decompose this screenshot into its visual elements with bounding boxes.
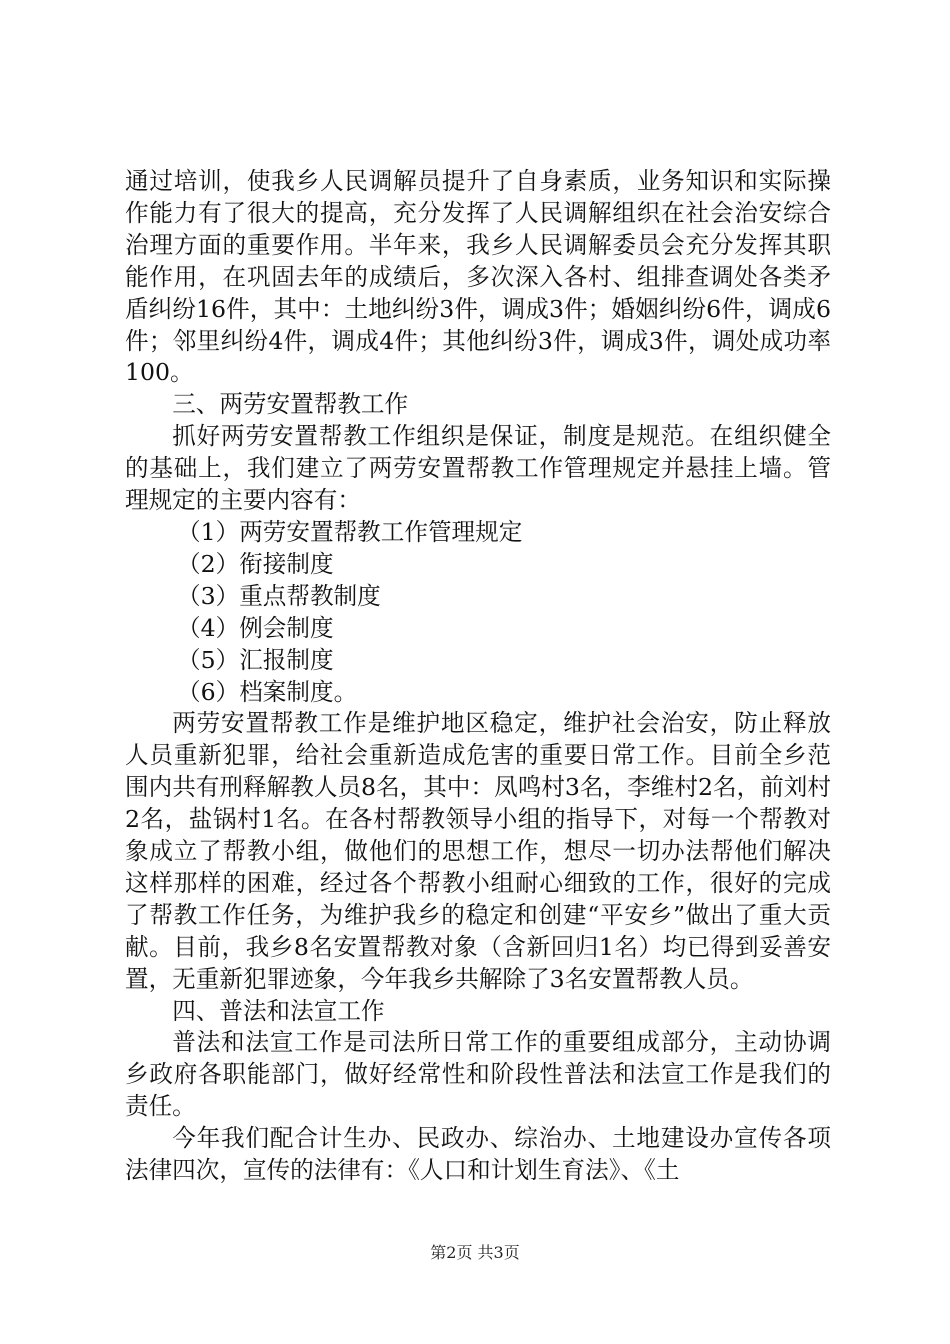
document-body <box>125 166 831 1187</box>
heading-section-four: 四、普法和法宣工作 <box>172 996 385 1025</box>
heading-section-three: 三、两劳安置帮教工作 <box>172 390 409 419</box>
list-item: （5）汇报制度 <box>177 645 334 674</box>
paragraph-legal-education: 普法和法宣工作是司法所日常工作的重要组成部分，主动协调乡政府各职能部门，做好经常性和阶段性普法和法宣工作是我们的责任。 <box>125 1028 831 1121</box>
list-item: （4）例会制度 <box>177 613 334 642</box>
list-item: （2）衔接制度 <box>177 549 334 578</box>
paragraph-law-promotion: 今年我们配合计生办、民政办、综治办、土地建设办宣传各项法律四次，宣传的法律有：《人口和计划生育法》、《土 <box>125 1124 831 1185</box>
list-item: （6）档案制度。 <box>177 677 358 706</box>
paragraph-assistance-work: 两劳安置帮教工作是维护地区稳定，维护社会治安，防止释放人员重新犯罪，给社会重新造成危害的重要日常工作。目前全乡范围内共有刑释解教人员8名，其中：凤鸣村3名，李维村2名，前刘村2名，盐锅村1名。在各村帮教领导小组的指导下，对每一个帮教对象成立了帮教小组，做他们的思想工作，想尽一切办法帮他们解决这样那样的困难，经过各个帮教小组耐心细致的工作，很好的完成了帮教工作任务，为维护我乡的稳定和创建“平安乡”做出了重大贡献。目前，我乡8名安置帮教对象（含新回归1名）均已得到妥善安置，无重新犯罪迹象，今年我乡共解除了3名安置帮教人员。 <box>125 709 831 993</box>
list-item: （3）重点帮教制度 <box>177 581 381 610</box>
list-item: （1）两劳安置帮教工作管理规定 <box>177 517 523 546</box>
page-number-footer: 第2页 共3页 <box>430 1243 520 1262</box>
paragraph-rules-intro: 抓好两劳安置帮教工作组织是保证，制度是规范。在组织健全的基础上，我们建立了两劳安置帮教工作管理规定并悬挂上墙。管理规定的主要内容有： <box>125 422 831 515</box>
paragraph-mediation-summary: 通过培训，使我乡人民调解员提升了自身素质，业务知识和实际操作能力有了很大的提高，充分发挥了人民调解组织在社会治安综合治理方面的重要作用。半年来，我乡人民调解委员会充分发挥其职能作用，在巩固去年的成绩后，多次深入各村、组排查调处各类矛盾纠纷16件，其中：土地纠纷3件，调成3件；婚姻纠纷6件，调成6件；邻里纠纷4件，调成4件；其他纠纷3件，调成3件，调处成功率100。 <box>125 167 831 387</box>
